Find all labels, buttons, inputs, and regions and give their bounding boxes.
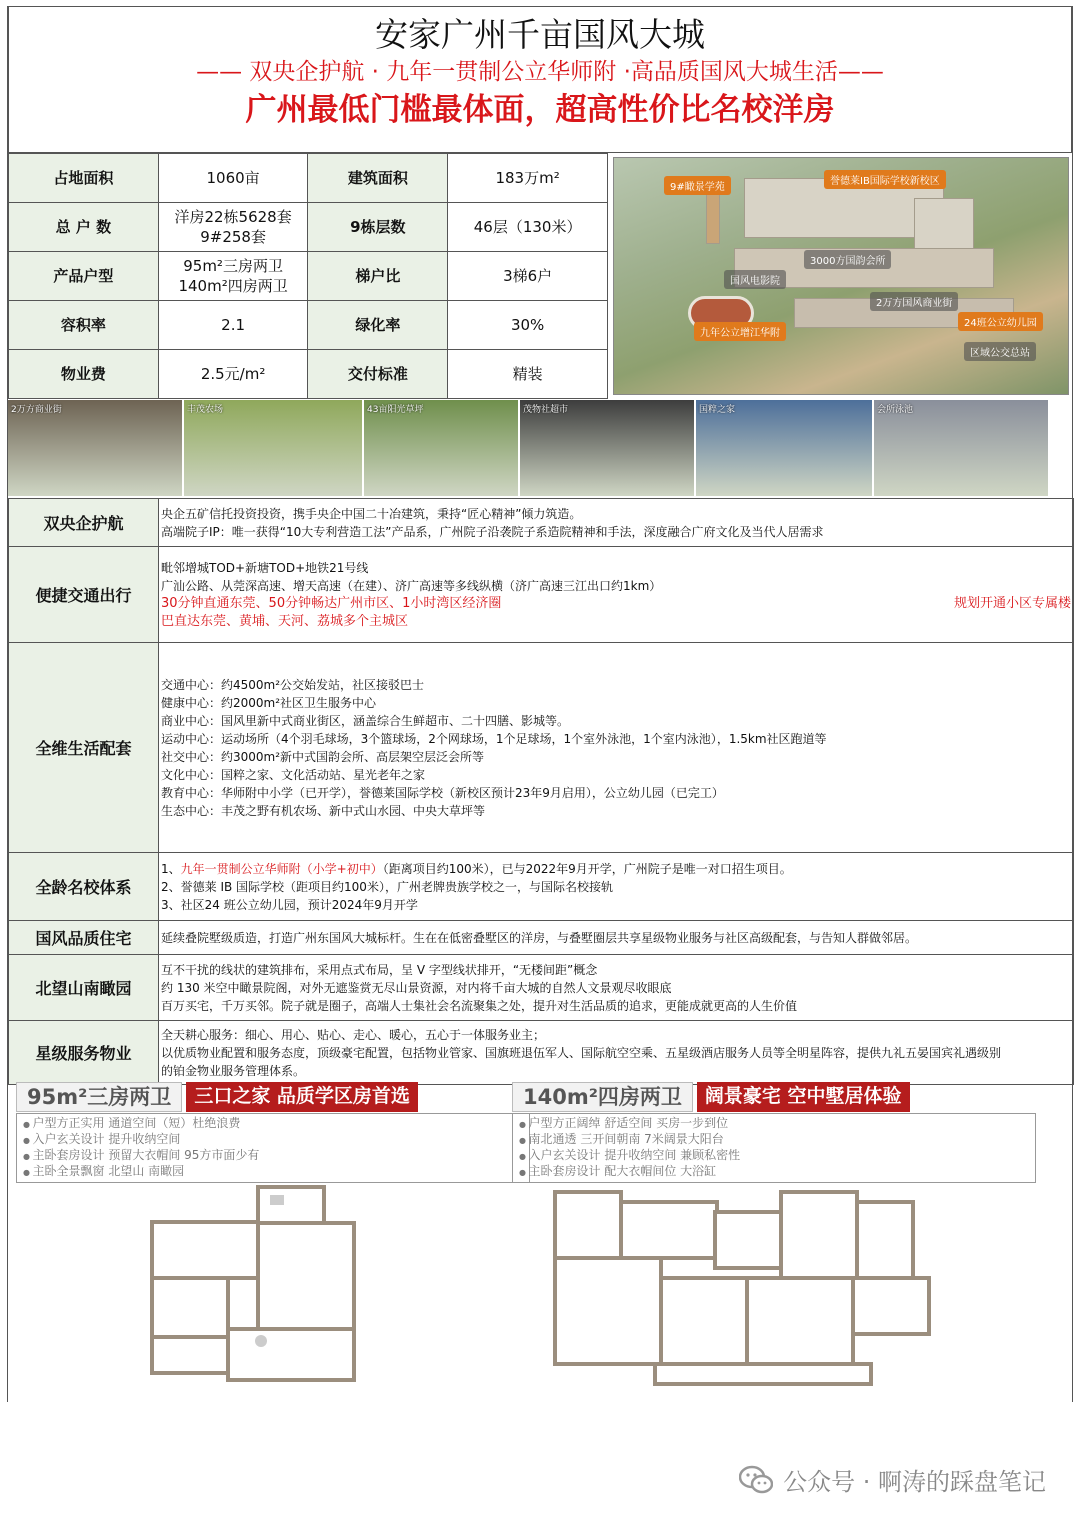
aerial-tag: 9#瞰景学苑 [664, 176, 731, 195]
spec-key: 9栋层数 [308, 203, 448, 252]
spec-value: 2.1 [158, 301, 308, 350]
photo-pool: 会所泳池 [874, 400, 1048, 496]
floorplan-140-drawing [553, 1190, 938, 1390]
floorplan-140-title: 140m²四房两卫 [512, 1082, 693, 1112]
spec-row [9, 252, 608, 301]
info-key: 全龄名校体系 [9, 853, 159, 921]
info-key: 国风品质住宅 [9, 921, 159, 955]
aerial-tag: 誉德莱IB国际学校新校区 [824, 170, 946, 189]
aerial-tag: 九年公立增江华附 [694, 322, 786, 341]
spec-value: 1060亩 [158, 154, 308, 203]
info-row-amenities: 全维生活配套 交通中心：约4500m²公交始发站，社区接驳巴士 健康中心：约2000m²社区卫生服务中心 商业中心：国风里新中式商业街区，涵盖综合生鲜超市、二十四膳、影城等。 运动中心：运动场所（4个羽毛球场，3个篮球场，2个网球场，1个足球场，1个室外泳池，1个室内泳池），1.5km社区跑道等 社交中心：约3000m²新中式国韵会所、高层架空层泛会所等 文化中心：国粹之家、文化活动站、星光老年之家 教育中心：华师附中小学（已开学），誉德莱国际学校（新校区预计23年9月启用），公立幼儿园（已完工） 生态中心：丰茂之野有机农场、新中式山水园、中央大草坪等 [9, 643, 1074, 853]
wechat-icon [739, 1465, 773, 1495]
aerial-tag: 2万方国风商业街 [870, 292, 958, 311]
floorplan-140-section [512, 1082, 1036, 1183]
photo-commercial-street: 2万方商业街 [8, 400, 182, 496]
footer-watermark [739, 1462, 1046, 1497]
spec-table [8, 153, 608, 399]
info-key: 全维生活配套 [9, 643, 159, 853]
spec-row [9, 350, 608, 399]
info-row-quality: 国风品质住宅 延续叠院墅级质造，打造广州东国风大城标杆。生在在低密叠墅区的洋房，与叠墅圈层共享星级物业服务与社区高级配套，与告知人群做邻居。 [9, 921, 1074, 955]
spec-key: 交付标准 [308, 350, 448, 399]
amenity-photo-strip [8, 400, 1074, 496]
spec-row [9, 154, 608, 203]
aerial-tag: 国风电影院 [724, 270, 786, 289]
floorplan-95-features: ● 户型方正实用 通道空间（短）杜绝浪费 ● 入户玄关设计 提升收纳空间 ● 主卧套房设计 预留大衣帽间 95方市面少有 ● 主卧全景飘窗 北望山 南瞰园 [16, 1113, 530, 1183]
info-key: 北望山南瞰园 [9, 955, 159, 1021]
spec-key: 占地面积 [9, 154, 159, 203]
aerial-tag: 区域公交总站 [964, 342, 1036, 361]
info-row-schools: 全龄名校体系 1、九年一贯制公立华师附（小学+初中）（距离项目约100米），已与2022年9月开学，广州院子是唯一对口招生项目。 2、誉德莱 IB 国际学校（距项目约100米），广州老牌贵族学校之一，与国际名校接轨 3、社区24 班公立幼儿园，预计2024年9月开学 [9, 853, 1074, 921]
spec-key: 建筑面积 [308, 154, 448, 203]
footer-text: 公众号 · 啊涛的踩盘笔记 [783, 1468, 1046, 1496]
floorplan-95-slogan: 三口之家 品质学区房首选 [186, 1082, 418, 1112]
floorplan-95-section [16, 1082, 530, 1183]
floorplan-140-slogan: 阔景豪宅 空中墅居体验 [697, 1082, 910, 1112]
spec-value: 2.5元/m² [158, 350, 308, 399]
photo-farm: 丰茂农场 [184, 400, 362, 496]
spec-key: 容积率 [9, 301, 159, 350]
info-key: 便捷交通出行 [9, 547, 159, 643]
photo-lawn: 43亩阳光草坪 [364, 400, 518, 496]
page-title: 安家广州千亩国风大城 [375, 15, 705, 54]
spec-key: 总 户 数 [9, 203, 159, 252]
spec-key: 梯户比 [308, 252, 448, 301]
photo-supermarket: 茂物社超市 [520, 400, 694, 496]
info-row-central-soe: 双央企护航 央企五矿信托投资投资，携手央企中国二十冶建筑，秉持“匠心精神”倾力筑造。 高端院子IP：唯一获得“10大专利营造工法”产品系，广州院子沿袭院子系造院精神和手法，深度融合广府文化及当代人居需求 [9, 499, 1074, 547]
spec-value: 183万m² [448, 154, 608, 203]
floorplan-95-title: 95m²三房两卫 [16, 1082, 182, 1112]
aerial-tag: 3000方国韵会所 [804, 250, 891, 269]
page-slogan: 广州最低门槛最体面，超高性价比名校洋房 [245, 92, 835, 128]
info-row-view: 北望山南瞰园 互不干扰的线状的建筑排布，采用点式布局，呈 V 字型线状排开，“无楼间距”概念 约 130 米空中瞰景院阁，对外无遮鉴赏无尽山景资源，对内将千亩大城的自然人文景观尽收眼底 百万买宅，千万买邻。院子就是圈子，高端人士集社会名流聚集之处，提升对生活品质的追求，更能成就更高的人生价值 [9, 955, 1074, 1021]
poster-header [8, 6, 1072, 153]
spec-key: 物业费 [9, 350, 159, 399]
spec-key: 绿化率 [308, 301, 448, 350]
page-subtitle: —— 双央企护航 · 九年一贯制公立华师附 ·高品质国风大城生活—— [196, 59, 884, 85]
spec-value: 洋房22栋5628套 9#258套 [158, 203, 308, 252]
info-row-transport: 便捷交通出行 毗邻增城TOD+新塘TOD+地铁21号线 广汕公路、从莞深高速、增天高速（在建）、济广高速等多线纵横（济广高速三江出口约1km） 30分钟直通东莞、50分钟畅达广州市区、1小时湾区经济圈 规划开通小区专属楼 巴直达东莞、黄埔、天河、荔城多个主城区 [9, 547, 1074, 643]
spec-row [9, 301, 608, 350]
floorplan-140-features: ● 户型方正阔绰 舒适空间 买房一步到位 ● 南北通透 三开间朝南 7米阔景大阳台 ● 入户玄关设计 提升收纳空间 兼顾私密性 ● 主卧套房设计 配大衣帽间位 大浴缸 [512, 1113, 1036, 1183]
info-key: 双央企护航 [9, 499, 159, 547]
spec-value: 95m²三房两卫 140m²四房两卫 [158, 252, 308, 301]
spec-value: 46层（130米） [448, 203, 608, 252]
spec-value: 30% [448, 301, 608, 350]
spec-row [9, 203, 608, 252]
aerial-tag: 24班公立幼儿园 [958, 312, 1043, 331]
spec-value: 精装 [448, 350, 608, 399]
floorplan-95-drawing [150, 1185, 365, 1385]
info-row-property-service: 星级服务物业 全天耕心服务：细心、用心、贴心、走心、暖心，五心于一体服务业主； 以优质物业配置和服务态度，顶级豪宅配置，包括物业管家、国旗班退伍军人、国际航空空乘、五星级酒店服务人员等全明星阵容，提供九礼五晏国宾礼遇级别 的铂金物业服务管理体系。 [9, 1021, 1074, 1085]
info-key: 星级服务物业 [9, 1021, 159, 1085]
photo-culture-house: 国粹之家 [696, 400, 872, 496]
spec-key: 产品户型 [9, 252, 159, 301]
spec-value: 3梯6户 [448, 252, 608, 301]
aerial-view-image [613, 157, 1069, 395]
info-table [8, 498, 1074, 1085]
